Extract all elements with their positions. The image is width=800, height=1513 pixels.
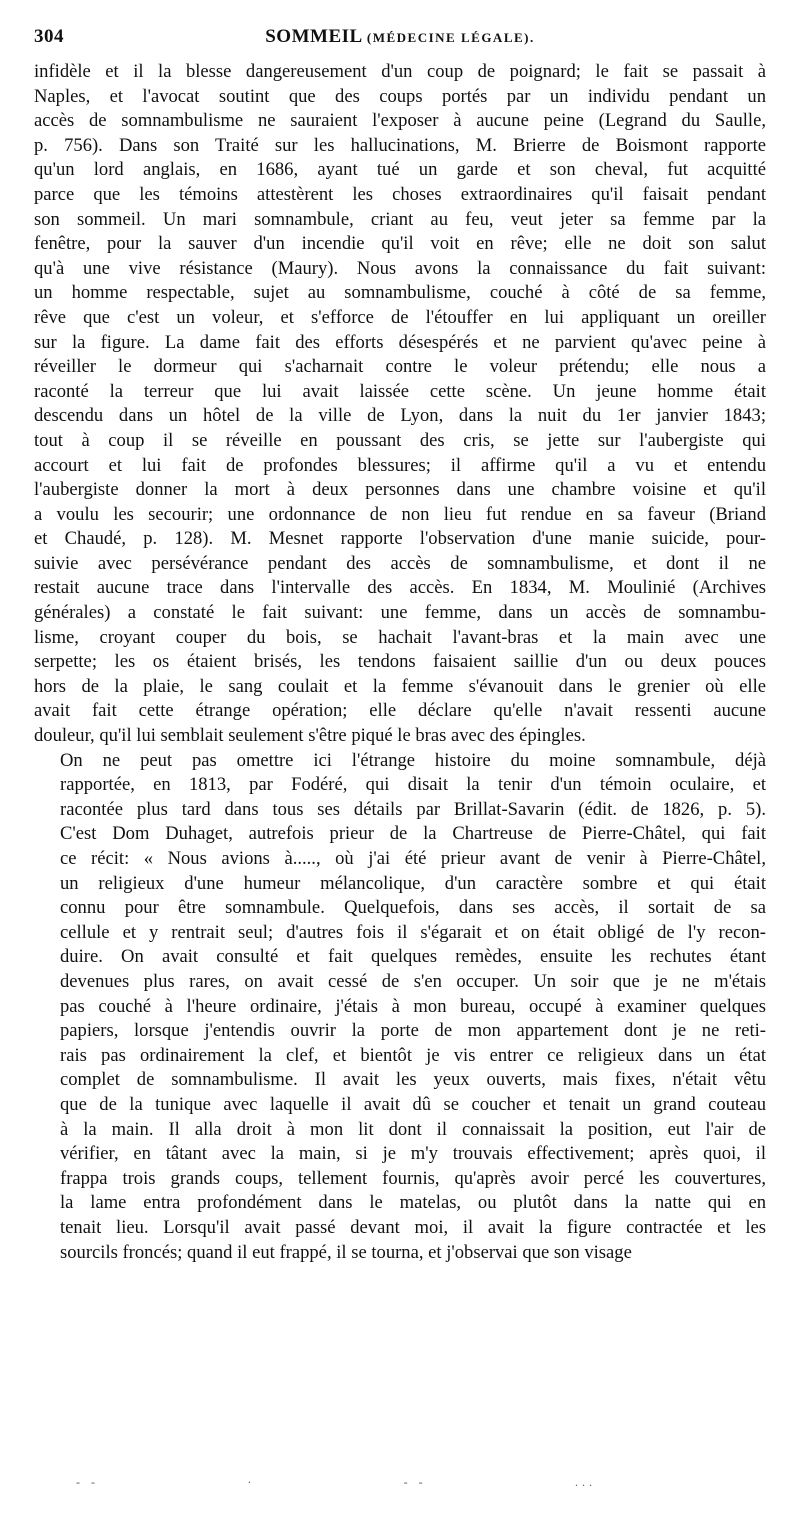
text-line: un religieux d'une humeur mélancolique, d'un caractère sombre et qui était [60,872,766,894]
text-line: l'aubergiste donner la mort à deux personnes dans une chambre voisine et qu'il [34,479,766,501]
body-text [34,60,766,1265]
text-line: devenues plus rares, on avait cessé de s'en occuper. Un soir que je ne m'étais [60,970,766,992]
text-line: sur la figure. La dame fait des efforts désespérés et ne parvient qu'avec peine à [34,331,766,353]
text-line: accès de somnambulisme ne sauraient l'exposer à aucune peine (Legrand du Saulle, [34,110,766,132]
text-line: serpette; les os étaient brisés, les tendons faisaient saillie d'un ou deux pouces [34,651,766,673]
text-line: raconté la terreur que lui avait laissée cette scène. Un jeune homme était [34,380,766,402]
page-number: 304 [34,26,64,47]
paragraph-2 [34,749,766,1265]
text-line: avait fait cette étrange opération; elle déclare qu'elle n'avait ressenti aucune [34,700,766,722]
text-line: rêve que c'est un voleur, et s'efforce de l'étouffer en lui appliquant un oreiller [34,306,766,328]
text-line: a voulu les secourir; une ordonnance de non lieu fut rendue en sa faveur (Briand [34,503,766,525]
footer-mark: - - [76,1475,99,1489]
text-line: papiers, lorsque j'entendis ouvrir la porte de mon appartement dont je ne reti- [60,1020,766,1042]
text-line: descendu dans un hôtel de la ville de Lyon, dans la nuit du 1er janvier 1843; [34,405,766,427]
running-title-subtitle: (MÉDECINE LÉGALE). [366,30,535,45]
text-line: tout à coup il se réveille en poussant des cris, se jette sur l'aubergiste qui [34,429,766,451]
text-line: infidèle et il la blesse dangereusement d'un coup de poignard; le fait se passait à [34,61,766,82]
text-line: réveiller le dormeur qui s'acharnait contre le voleur prétendu; elle nous a [34,356,766,378]
text-line: lisme, croyant couper du bois, se hachait l'avant-bras et la main avec une [34,626,766,648]
footer-mark: - - [403,1475,427,1489]
running-title [94,26,766,48]
text-line: accourt et lui fait de profondes blessures; il affirme qu'il a vu et entendu [34,454,766,476]
text-line: à la main. Il alla droit à mon lit dont il connaissait la position, eut l'air de [60,1118,766,1140]
text-line: tenait lieu. Lorsqu'il avait passé devant moi, il avait la figure contractée et les [60,1216,766,1238]
text-line: sourcils froncés; quand il eut frappé, il se tourna, et j'observai que son visage [60,1241,632,1263]
text-line: fenêtre, pour la sauver d'un incendie qu'il voit en rêve; elle ne doit son salut [34,233,766,255]
text-line: restait aucune trace dans l'intervalle des accès. En 1834, M. Moulinié (Archives [34,577,766,599]
text-line: ce récit: « Nous avions à....., où j'ai été prieur avant de venir à Pierre-Châtel, [60,848,766,869]
text-line: la lame entra profondément dans le matelas, ou plutôt dans la natte qui en [60,1192,766,1214]
document-page [34,26,766,1265]
text-line: On ne peut pas omettre ici l'étrange histoire du moine somnambule, déjà [60,749,766,771]
text-line: générales) a constaté le fait suivant: une femme, dans un accès de somnambu- [34,602,766,624]
text-line: Naples, et l'avocat soutint que des coups portés par un individu pendant un [34,85,766,107]
text-line: vérifier, en tâtant avec la main, si je m'y trouvais effectivement; après quoi, il [60,1143,766,1165]
text-line: racontée plus tard dans tous ses détails par Brillat-Savarin (édit. de 1826, p. 5). [60,798,766,820]
text-line: suivie avec persévérance pendant des accès de somnambulisme, et dont il ne [34,552,766,574]
text-line: duire. On avait consulté et fait quelques remèdes, ensuite les rechutes étant [60,946,766,968]
footer-marks [76,1475,596,1490]
paragraph-1 [34,60,766,749]
text-line: rapportée, en 1813, par Fodéré, qui disait la tenir d'un témoin oculaire, et [60,774,766,796]
text-line: pas couché à l'heure ordinaire, j'étais à mon bureau, occupé à examiner quelques [60,995,766,1017]
running-title-main: SOMMEIL [265,26,362,47]
text-line: hors de la plaie, le sang coulait et la femme s'évanouit dans le grenier où elle [34,675,766,697]
text-line: et Chaudé, p. 128). M. Mesnet rapporte l'observation d'une manie suicide, pour- [34,528,766,550]
text-line: complet de somnambulisme. Il avait les yeux ouverts, mais fixes, n'était vêtu [60,1069,766,1091]
text-line: frappa trois grands coups, tellement fournis, qu'après avoir percé les couvertures, [60,1167,766,1189]
text-line: qu'un lord anglais, en 1686, ayant tué un garde et son cheval, fut acquitté [34,159,766,181]
footer-mark: ... [574,1475,596,1489]
footer-mark: · [247,1475,256,1489]
text-line: rais pas ordinairement la clef, et bientôt je vis entrer ce religieux dans un état [60,1044,766,1066]
text-line: cellule et y rentrait seul; d'autres fois il s'égarait et on était obligé de l'y recon- [60,921,766,943]
text-line: qu'à une vive résistance (Maury). Nous avons la connaissance du fait suivant: [34,257,766,279]
text-line: parce que les témoins attestèrent les choses extraordinaires qu'il faisait pendant [34,183,766,205]
text-line: C'est Dom Duhaget, autrefois prieur de la Chartreuse de Pierre-Châtel, qui fait [60,823,766,845]
text-line: son sommeil. Un mari somnambule, criant au feu, veut jeter sa femme par la [34,208,766,230]
text-line: connu pour être somnambule. Quelquefois, dans ses accès, il sortait de sa [60,897,766,919]
text-line: p. 756). Dans son Traité sur les hallucinations, M. Brierre de Boismont rapporte [34,134,766,156]
text-line: que de la tunique avec laquelle il avait dû se coucher et tenait un grand couteau [60,1093,766,1115]
running-header [34,26,766,60]
text-line: douleur, qu'il lui semblait seulement s'être piqué le bras avec des épingles. [34,725,586,747]
text-line: un homme respectable, sujet au somnambulisme, couché à côté de sa femme, [34,282,766,304]
